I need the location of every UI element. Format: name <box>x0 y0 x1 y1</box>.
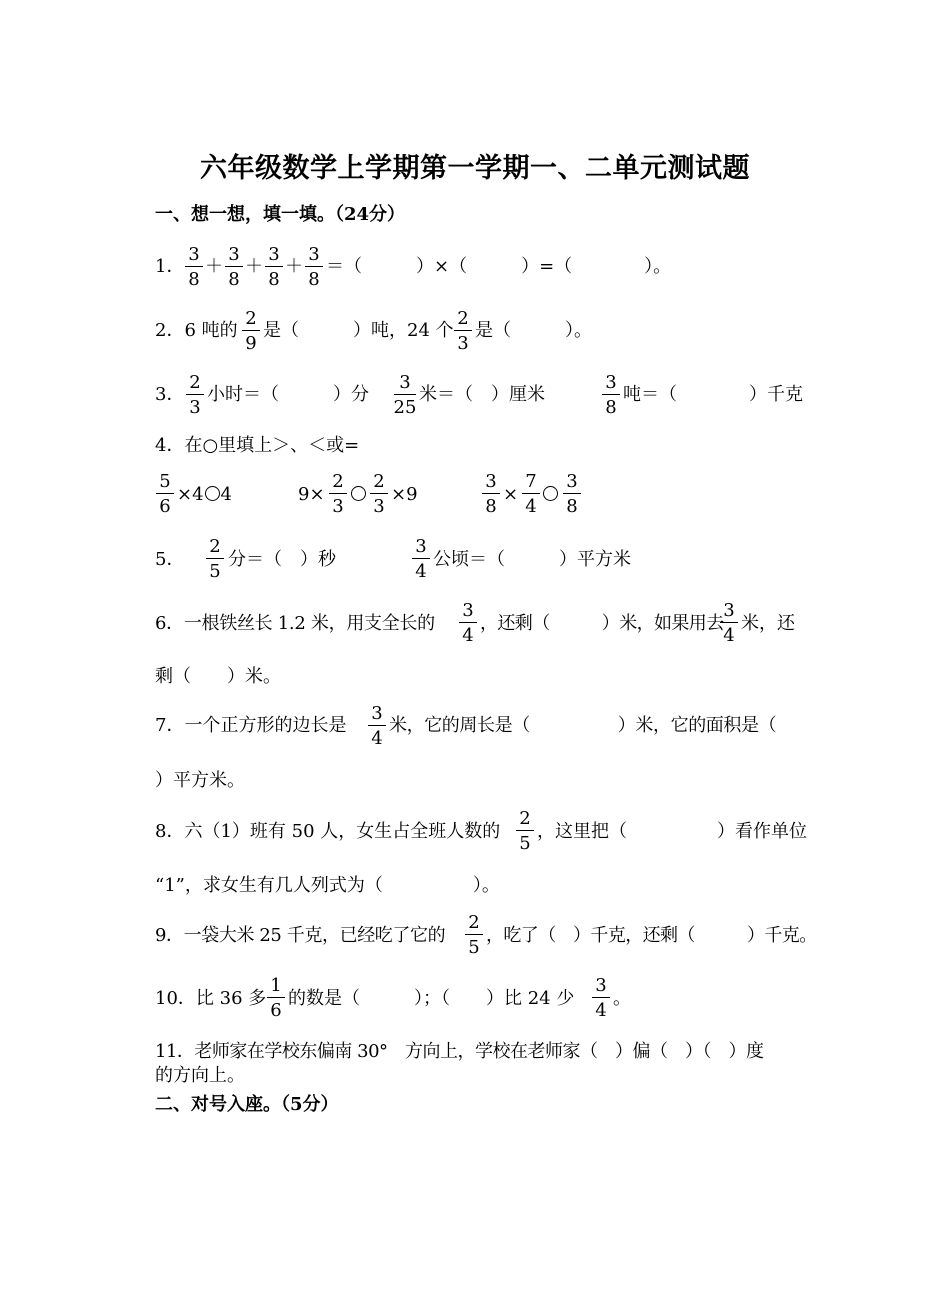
numerator: 3 <box>462 600 474 621</box>
denominator: 5 <box>468 937 480 958</box>
expression-text: ×9 <box>391 484 418 505</box>
fraction <box>463 912 485 958</box>
compare-circle[interactable] <box>351 486 366 501</box>
numerator: 5 <box>159 471 171 492</box>
denominator: 8 <box>228 269 240 290</box>
fraction <box>183 244 205 290</box>
numerator: 3 <box>371 703 383 724</box>
question-text: 6．一根铁丝长 1.2 米，用支全长的 <box>155 613 435 634</box>
question-text: 9．一袋大米 25 千克，已经吃了它的 <box>155 925 446 946</box>
denominator: 3 <box>373 496 385 517</box>
numerator: 3 <box>399 372 411 393</box>
numerator: 2 <box>519 808 531 829</box>
plus-sign: ＋ <box>285 256 303 277</box>
fraction <box>368 471 390 517</box>
fraction <box>303 244 325 290</box>
denominator: 4 <box>525 496 537 517</box>
numerator: 3 <box>605 372 617 393</box>
numerator: 3 <box>188 244 200 265</box>
numerator: 3 <box>228 244 240 265</box>
answer-blanks[interactable]: “1”，求女生有几人列式为（ ）。 <box>155 875 500 896</box>
answer-blanks[interactable]: ，吃了（ ）千克，还剩（ ）千克。 <box>486 925 817 946</box>
plus-sign: ＋ <box>245 256 263 277</box>
fraction <box>392 372 418 418</box>
answer-blanks[interactable]: ＝（ ）×（ ）=（ ）。 <box>326 256 672 277</box>
denominator: 4 <box>415 561 427 582</box>
numerator: 3 <box>723 600 735 621</box>
fraction <box>184 372 206 418</box>
denominator: 5 <box>519 833 531 854</box>
numerator: 2 <box>457 308 469 329</box>
numerator: 2 <box>245 308 257 329</box>
answer-blanks[interactable]: 分＝（ ）秒 <box>228 549 336 570</box>
answer-blanks[interactable]: ，这里把（ ）看作单位 <box>537 821 807 842</box>
question-text: 8．六（1）班有 50 人，女生占全班人数的 <box>155 821 501 842</box>
fraction <box>600 372 622 418</box>
fraction <box>457 600 479 646</box>
comparison-1[interactable] <box>177 484 232 506</box>
times-sign: × <box>503 484 519 505</box>
fraction <box>590 975 612 1021</box>
fraction <box>718 600 740 646</box>
denominator: 6 <box>159 496 171 517</box>
answer-blanks[interactable]: 吨＝（ ）千克 <box>623 384 803 405</box>
answer-blanks[interactable]: 公顷＝（ ）平方米 <box>433 549 631 570</box>
question-text: 4．在○里填上＞、＜或= <box>155 435 360 456</box>
compare-circle[interactable] <box>205 486 220 501</box>
answer-blanks[interactable]: 是（ ）。 <box>475 320 592 341</box>
fraction <box>520 471 542 517</box>
numerator: 3 <box>566 471 578 492</box>
denominator: 8 <box>268 269 280 290</box>
question-number: 1． <box>155 256 185 277</box>
compare-circle[interactable] <box>543 486 558 501</box>
denominator: 6 <box>270 1000 282 1021</box>
fraction <box>410 536 432 582</box>
numerator: 2 <box>332 471 344 492</box>
question-number: 3． <box>155 384 185 405</box>
denominator: 4 <box>462 625 474 646</box>
numerator: 1 <box>270 975 282 996</box>
plus-sign: ＋ <box>205 256 223 277</box>
answer-blanks[interactable]: 剩（ ）米。 <box>155 666 281 687</box>
question-text: 。 <box>613 988 631 1009</box>
numerator: 2 <box>209 536 221 557</box>
numerator: 7 <box>525 471 537 492</box>
answer-blanks[interactable]: 的数是（ ）；（ ）比 24 少 <box>288 988 575 1009</box>
denominator: 8 <box>485 496 497 517</box>
numerator: 2 <box>373 471 385 492</box>
numerator: 2 <box>468 912 480 933</box>
fraction <box>154 471 176 517</box>
fraction <box>452 308 474 354</box>
denominator: 5 <box>209 561 221 582</box>
numerator: 3 <box>268 244 280 265</box>
numerator: 3 <box>308 244 320 265</box>
denominator: 4 <box>371 728 383 749</box>
numerator: 3 <box>415 536 427 557</box>
denominator: 8 <box>188 269 200 290</box>
page-title: 六年级数学上学期第一学期一、二单元测试题 <box>200 153 750 184</box>
question-text[interactable]: 是（ ）吨，24 个 <box>263 320 454 341</box>
numerator: 3 <box>595 975 607 996</box>
denominator: 4 <box>595 1000 607 1021</box>
question-text: 米，还 <box>741 613 795 634</box>
fraction <box>366 703 388 749</box>
denominator: 8 <box>566 496 578 517</box>
answer-blanks[interactable]: 11．老师家在学校东偏南 30° 方向上，学校在老师家（ ）偏（ ）（ ）度 <box>155 1041 764 1062</box>
denominator: 8 <box>605 397 617 418</box>
section-2-heading: 二、对号入座。（5分） <box>155 1094 339 1115</box>
denominator: 3 <box>189 397 201 418</box>
fraction <box>204 536 226 582</box>
fraction <box>223 244 245 290</box>
fraction <box>561 471 583 517</box>
section-1-heading: 一、想一想，填一填。（24分） <box>155 204 406 225</box>
fraction <box>240 308 262 354</box>
question-text: 7．一个正方形的边长是 <box>155 715 347 736</box>
expression-text: 4 <box>220 484 232 505</box>
fraction <box>327 471 349 517</box>
expression-text: ×4 <box>177 484 204 505</box>
fraction <box>265 975 287 1021</box>
answer-blanks[interactable]: ，还剩（ ）米，如果用去 <box>480 613 724 634</box>
answer-blanks[interactable]: ）平方米。 <box>155 770 245 791</box>
comparison-2[interactable] <box>350 484 367 506</box>
question-number: 5． <box>155 549 185 570</box>
answer-blanks[interactable]: 米＝（ ）厘米 <box>419 384 545 405</box>
denominator: 3 <box>332 496 344 517</box>
denominator: 3 <box>457 333 469 354</box>
question-text: 10．比 36 多 <box>155 988 267 1009</box>
numerator: 3 <box>485 471 497 492</box>
answer-blanks[interactable]: 米，它的周长是（ ）米，它的面积是（ <box>389 715 777 736</box>
expression-text: 9× <box>298 484 325 505</box>
denominator: 9 <box>245 333 257 354</box>
comparison-3[interactable] <box>542 484 559 506</box>
fraction <box>480 471 502 517</box>
fraction <box>263 244 285 290</box>
question-text: 的方向上。 <box>155 1065 245 1086</box>
answer-blanks[interactable]: 小时＝（ ）分 <box>207 384 369 405</box>
numerator: 2 <box>189 372 201 393</box>
denominator: 4 <box>723 625 735 646</box>
denominator: 8 <box>308 269 320 290</box>
question-text: 2．6 吨的 <box>155 320 238 341</box>
denominator: 25 <box>393 397 417 418</box>
fraction <box>514 808 536 854</box>
